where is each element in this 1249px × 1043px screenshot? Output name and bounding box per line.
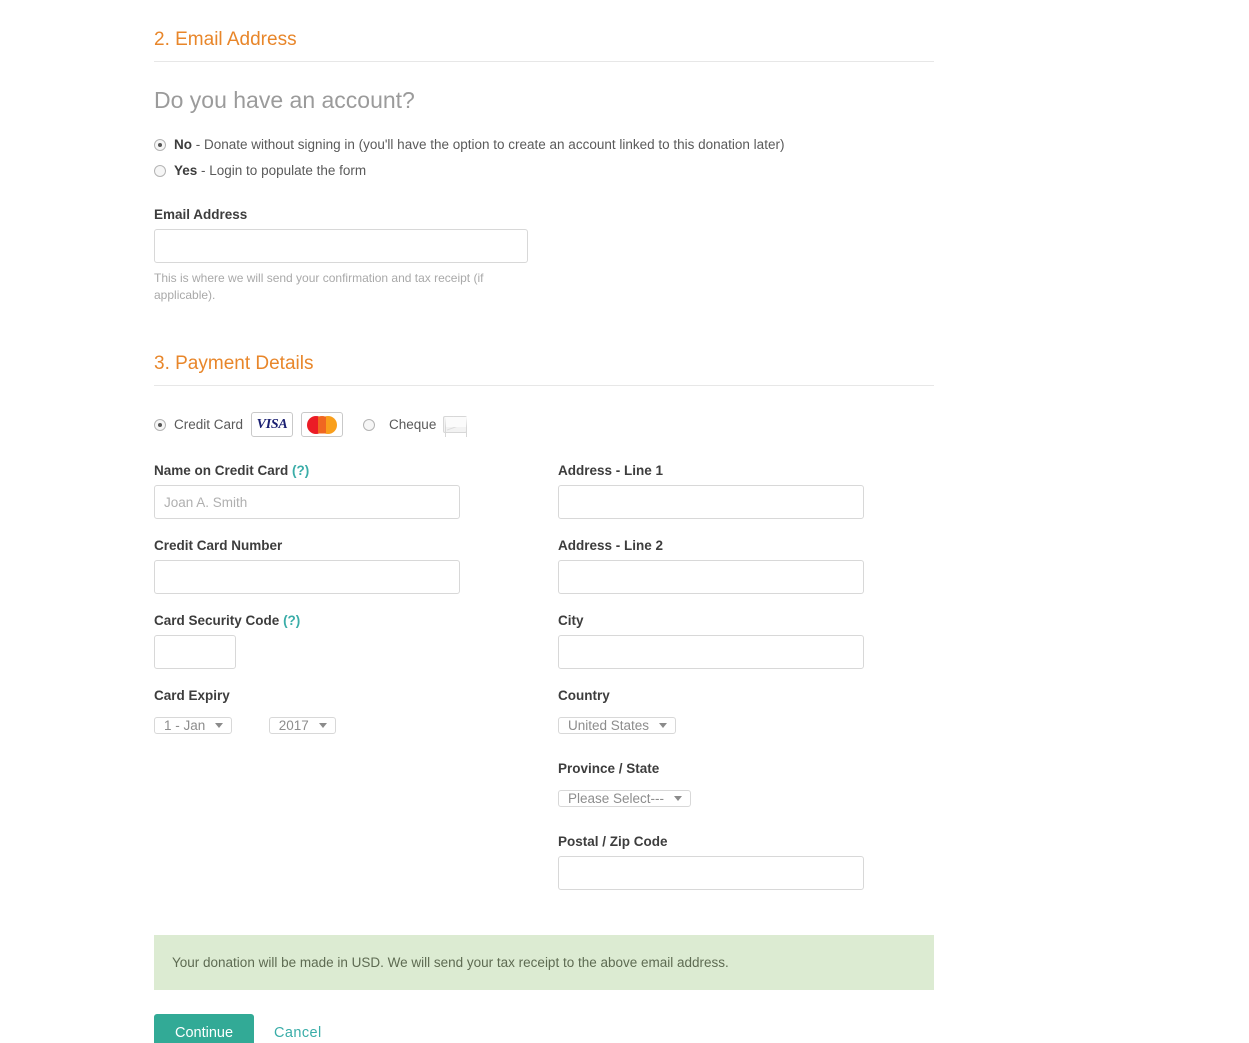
radio-circle-credit-card[interactable] xyxy=(154,419,166,431)
payment-left-column xyxy=(154,463,558,909)
currency-notice: Your donation will be made in USD. We will send your tax receipt to the above email address. xyxy=(154,935,934,990)
section-title-email: 2. Email Address xyxy=(154,29,297,50)
address-line-1-group xyxy=(558,463,864,519)
country-group xyxy=(558,688,864,742)
address-line-1-label: Address - Line 1 xyxy=(558,463,664,478)
radio-circle-yes[interactable] xyxy=(154,165,166,177)
city-group xyxy=(558,613,864,669)
email-helper-text: This is where we will send your confirmation and tax receipt (if applicable). xyxy=(154,271,484,302)
card-expiry-group xyxy=(154,688,558,742)
card-expiry-month-select[interactable] xyxy=(154,710,232,742)
radio-option-yes[interactable] xyxy=(154,162,934,180)
account-radio-group[interactable] xyxy=(154,136,934,180)
postal-zip-label: Postal / Zip Code xyxy=(558,834,668,849)
email-address-label: Email Address xyxy=(154,207,248,222)
form-actions xyxy=(154,1014,934,1043)
city-input[interactable] xyxy=(558,635,864,669)
radio-label-yes xyxy=(174,162,366,180)
chevron-down-icon-expiry-month xyxy=(215,723,223,728)
radio-label-no xyxy=(174,136,784,154)
card-security-code-group xyxy=(154,613,558,669)
payment-fields-columns xyxy=(154,463,934,909)
address-line-1-input[interactable] xyxy=(558,485,864,519)
section-header-payment xyxy=(154,354,934,386)
chevron-down-icon-country xyxy=(659,723,667,728)
radio-label-yes-rest: - Login to populate the form xyxy=(197,163,367,178)
mastercard-card-icon xyxy=(301,412,343,437)
country-select[interactable] xyxy=(558,710,676,742)
radio-circle-no[interactable] xyxy=(154,139,166,151)
name-on-card-group xyxy=(154,463,558,519)
card-security-code-input[interactable] xyxy=(154,635,236,669)
card-expiry-label: Card Expiry xyxy=(154,688,230,703)
account-question-heading: Do you have an account? xyxy=(154,87,415,113)
payment-method-label-credit-card: Credit Card xyxy=(174,417,244,432)
radio-circle-cheque[interactable] xyxy=(363,419,375,431)
visa-card-icon xyxy=(251,412,293,437)
address-line-2-input[interactable] xyxy=(558,560,864,594)
address-line-2-group xyxy=(558,538,864,594)
name-on-card-label xyxy=(154,463,558,478)
payment-right-column xyxy=(558,463,864,909)
section-title-payment: 3. Payment Details xyxy=(154,353,314,374)
mastercard-circles xyxy=(307,416,337,434)
radio-label-no-rest: - Donate without signing in (you'll have the option to create an account linked to this donation later) xyxy=(192,137,785,152)
province-state-label: Province / State xyxy=(558,761,660,776)
province-state-select-value: Please Select--- xyxy=(558,790,691,807)
province-state-group xyxy=(558,761,864,815)
form-container xyxy=(154,0,934,1043)
card-expiry-month-value: 1 - Jan xyxy=(154,717,232,734)
email-address-input[interactable] xyxy=(154,229,528,263)
email-field-group xyxy=(154,207,934,304)
name-on-card-help-icon[interactable]: (?) xyxy=(292,463,310,478)
radio-label-no-strong: No xyxy=(174,137,192,152)
name-on-card-input[interactable] xyxy=(154,485,460,519)
address-line-2-label: Address - Line 2 xyxy=(558,538,664,553)
chevron-down-icon-province xyxy=(674,796,682,801)
payment-method-group[interactable] xyxy=(154,412,934,437)
postal-zip-group xyxy=(558,834,864,890)
card-expiry-year-value: 2017 xyxy=(269,717,336,734)
radio-label-yes-strong: Yes xyxy=(174,163,198,178)
card-security-code-help-icon[interactable]: (?) xyxy=(283,613,301,628)
cheque-icon xyxy=(443,416,467,433)
visa-card-icon-text: VISA xyxy=(256,416,288,432)
section-header-email xyxy=(154,30,934,62)
country-label: Country xyxy=(558,688,610,703)
payment-method-label-cheque: Cheque xyxy=(389,417,437,432)
chevron-down-icon-expiry-year xyxy=(319,723,327,728)
city-label: City xyxy=(558,613,584,628)
account-question-block xyxy=(154,89,934,304)
postal-zip-input[interactable] xyxy=(558,856,864,890)
province-state-select[interactable] xyxy=(558,783,691,815)
country-select-value: United States xyxy=(558,717,676,734)
radio-option-no[interactable] xyxy=(154,136,934,154)
card-expiry-year-select[interactable] xyxy=(269,710,336,742)
card-number-label: Credit Card Number xyxy=(154,538,283,553)
card-number-group xyxy=(154,538,558,594)
name-on-card-label-text: Name on Credit Card xyxy=(154,463,289,478)
card-security-code-label-text: Card Security Code xyxy=(154,613,280,628)
cancel-link[interactable]: Cancel xyxy=(274,1025,322,1041)
card-number-input[interactable] xyxy=(154,560,460,594)
card-security-code-label xyxy=(154,613,558,628)
continue-button[interactable]: Continue xyxy=(154,1014,254,1043)
